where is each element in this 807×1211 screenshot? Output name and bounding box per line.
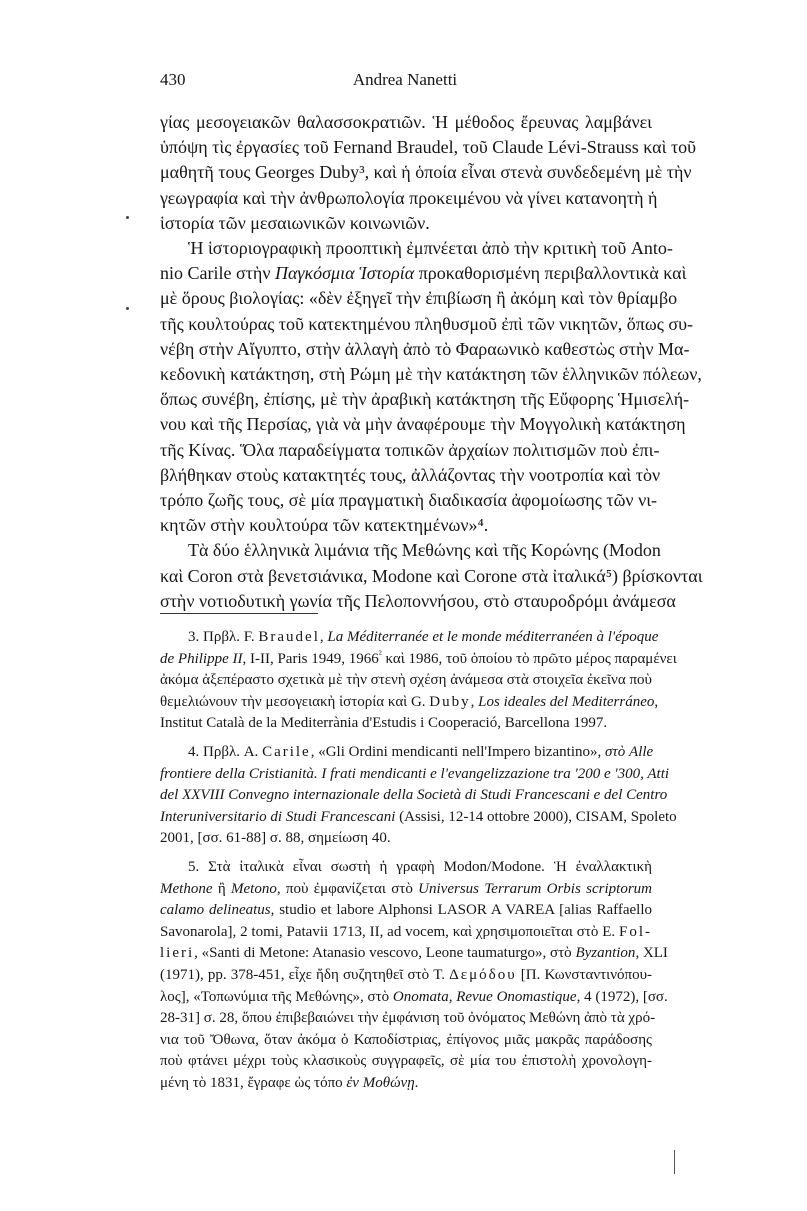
text-line: βλήθηκαν στοὺς κατακτητές τους, ἀλλάζοντας τὴν νοοτροπία καὶ τὸν [160,464,661,485]
text-line: ἱστορία τῶν μεσαιωνικῶν κοινωνιῶν. [160,212,430,233]
text-line: 28-31] σ. 28, ὅπου ἐπιβεβαιώνει τὴν ἐμφάνιση τοῦ ὀνόματος Μεθώνη ἀπὸ τὰ χρό- [160,1010,656,1027]
text-line: ποὺ φτάνει μέχρι τοὺς κλασικοὺς συγγραφεῖς, σὲ μία του ἐπιστολὴ χρονολογη- [160,1053,652,1070]
scan-speck [126,307,129,310]
text-line: 4. Πρβλ. A. Carile, «Gli Ordini mendicanti nell'Impero bizantino», στὸ Alle [188,743,654,760]
text-line: ἀκόμα ἀξεπέραστο σχετικὰ μὲ τὴν στενὴ σχέση ἀνάμεσα στὰ στοιχεῖα ἐκεῖνα ποὺ [160,672,652,689]
text-line: νια τοῦ Ὄθωνα, ὅταν ἀκόμα ὁ Καποδίστριας, ἐπίγονος μιᾶς μακρᾶς παράδοσης [160,1031,652,1048]
footnote-ref[interactable]: ⁴ [477,515,484,536]
text-line: nio Carile στὴν Παγκόσμια Ἱστορία προκαθορισμένη περιβαλλοντικὰ καὶ [160,263,687,284]
text-line: ὑπόψη τὶς ἐργασίες τοῦ Fernand Braudel, τοῦ Claude Lévi-Strauss καὶ τοῦ [160,137,697,158]
footnote-ref[interactable]: ⁵ [605,565,613,586]
text-line: (1971), pp. 378-451, εἶχε ἤδη συζητηθεῖ στὸ T. Δεμόδου [Π. Κωνσταντινόπου- [160,966,652,983]
footnote-5 [160,857,668,1095]
footnote-4 [160,742,677,850]
text-line: Methone ἢ Metono, ποὺ ἐμφανίζεται στὸ Universus Terrarum Orbis scriptorum [160,880,652,897]
paragraph [160,110,697,236]
text-line: θεμελιώνουν τὴν μεσογειακὴ ἱστορία καὶ G. Duby, Los ideales del Mediterráneo, [160,693,659,710]
footnotes [160,627,677,1101]
text-line: Institut Català de la Mediterrània d'Estudis i Cooperació, Barcellona 1997. [160,715,608,732]
text-line: τρόπο ζωῆς τους, σὲ μία πραγματικὴ διαδικασία ἀφομοίωσης τῶν νι- [160,490,658,511]
page-number: 430 [160,70,186,89]
text-line: στὴν νοτιοδυτικὴ γωνία τῆς Πελοποννήσου, στὸ σταυροδρόμι ἀνάμεσα [160,590,676,611]
text-line: μαθητῆ τους Georges Duby³, καὶ ἡ ὁποία εἶναι στενὰ συνδεδεμένη μὲ τὴν [160,162,692,183]
main-text [160,110,703,614]
text-line: ὅπως συνέβη, ἐπίσης, μὲ τὴν ἀραβικὴ κατάκτηση τῆς Εὔφορης Ἡμισελή- [160,389,690,410]
footnote-ref[interactable]: ³ [359,162,365,183]
text-line: κητῶν στὴν κουλτούρα τῶν κατεκτημένων»⁴. [160,515,489,536]
scan-artifact-line [674,1150,675,1174]
text-line: νου καὶ τῆς Περσίας, γιὰ νὰ μὴν ἀναφέρουμε τὴν Μογγολικὴ κατάκτηση [160,414,686,435]
text-line: frontiere della Cristianità. I frati mendicanti e l'evangelizzazione tra '200 e '300, Atti [160,765,670,782]
text-line: del XXVIII Convegno internazionale della Società di Studi Francescani e del Centro [160,787,668,804]
text-line: calamo delineatus, studio et labore Alphonsi LASOR A VAREA [alias Raffaello [160,902,652,919]
page-header [160,70,650,94]
text-line: Savonarola], 2 tomi, Patavii 1713, II, ad vocem, καὶ χρησιμοποιεῖται στὸ E. Fol- [160,923,652,940]
text-line: Τὰ δύο ἑλληνικὰ λιμάνια τῆς Μεθώνης καὶ τῆς Κορώνης (Modon [188,540,661,561]
text-line: de Philippe II, I-II, Paris 1949, $1966^{^2}$ καὶ 1986, τοῦ ὁποίου τὸ πρῶτο μέρος παραμένει [160,648,677,667]
text-line: γίας μεσογειακῶν θαλασσοκρατιῶν. Ἡ μέθοδος ἔρευνας λαμβάνει [160,112,652,132]
text-line: Ἡ ἱστοριογραφικὴ προοπτικὴ ἐμπνέεται ἀπὸ τὴν κριτικὴ τοῦ Anto- [188,238,673,259]
text-line: 3. Πρβλ. F. Braudel, La Méditerranée et le monde méditerranéen à l'époque [188,629,659,645]
paragraph [160,538,703,614]
text-line: lieri, «Santi di Metone: Atanasio vescovo, Leone taumaturgo», στὸ Byzantion, XLI [160,945,668,962]
text-line: 5. Στὰ ἰταλικὰ εἶναι σωστὴ ἡ γραφὴ Modon/Modone. Ἡ ἐναλλακτικὴ [188,858,652,875]
text-line: τῆς Κίνας. Ὅλα παραδείγματα τοπικῶν ἀρχαίων πολιτισμῶν ποὺ ἐπι- [160,439,660,460]
text-line: λος], «Τοπωνύμια τῆς Μεθώνης», στὸ Onomata, Revue Onomastique, 4 (1972), [σσ. [160,988,668,1005]
footnote-separator [160,613,318,614]
scan-speck [126,216,129,219]
footnote-3 [160,627,677,735]
paragraph [160,236,702,538]
text-line: νέβη στὴν Αἴγυπτο, στὴν ἀλλαγὴ ἀπὸ τὸ Φαραωνικὸ καθεστὼς στὴν Μα- [160,338,690,359]
text-line: γεωγραφία καὶ τὴν ἀνθρωπολογία προκειμένου νὰ γίνει κατανοητὴ ἡ [160,187,658,208]
text-line: κεδονικὴ κατάκτηση, στὴ Ρώμη μὲ τὴν κατάκτηση τῶν ἑλληνικῶν πόλεων, [160,364,702,385]
text-line: μὲ ὅρους βιολογίας: «δὲν ἐξηγεῖ τὴν ἐπιβίωση ἢ ἀκόμη καὶ τὸν θρίαμβο [160,288,678,309]
text-line: Interuniversitario di Studi Francescani (Assisi, 12-14 ottobre 2000), CISAM, Spoleto [160,808,677,825]
text-line: μένη τὸ 1831, ἔγραφε ὡς τόπο ἐν Μοθώνῃ. [160,1074,419,1091]
text-line: 2001, [σσ. 61-88] σ. 88, σημείωση 40. [160,830,391,847]
text-line: καὶ Coron στὰ βενετσιάνικα, Modone καὶ Corone στὰ ἰταλικά⁵) βρίσκονται [160,565,703,586]
running-head: Andrea Nanetti [352,70,458,89]
text-line: τῆς κουλτούρας τοῦ κατεκτημένου πληθυσμοῦ ἐπὶ τῶν νικητῶν, ὅπως συ- [160,313,693,334]
